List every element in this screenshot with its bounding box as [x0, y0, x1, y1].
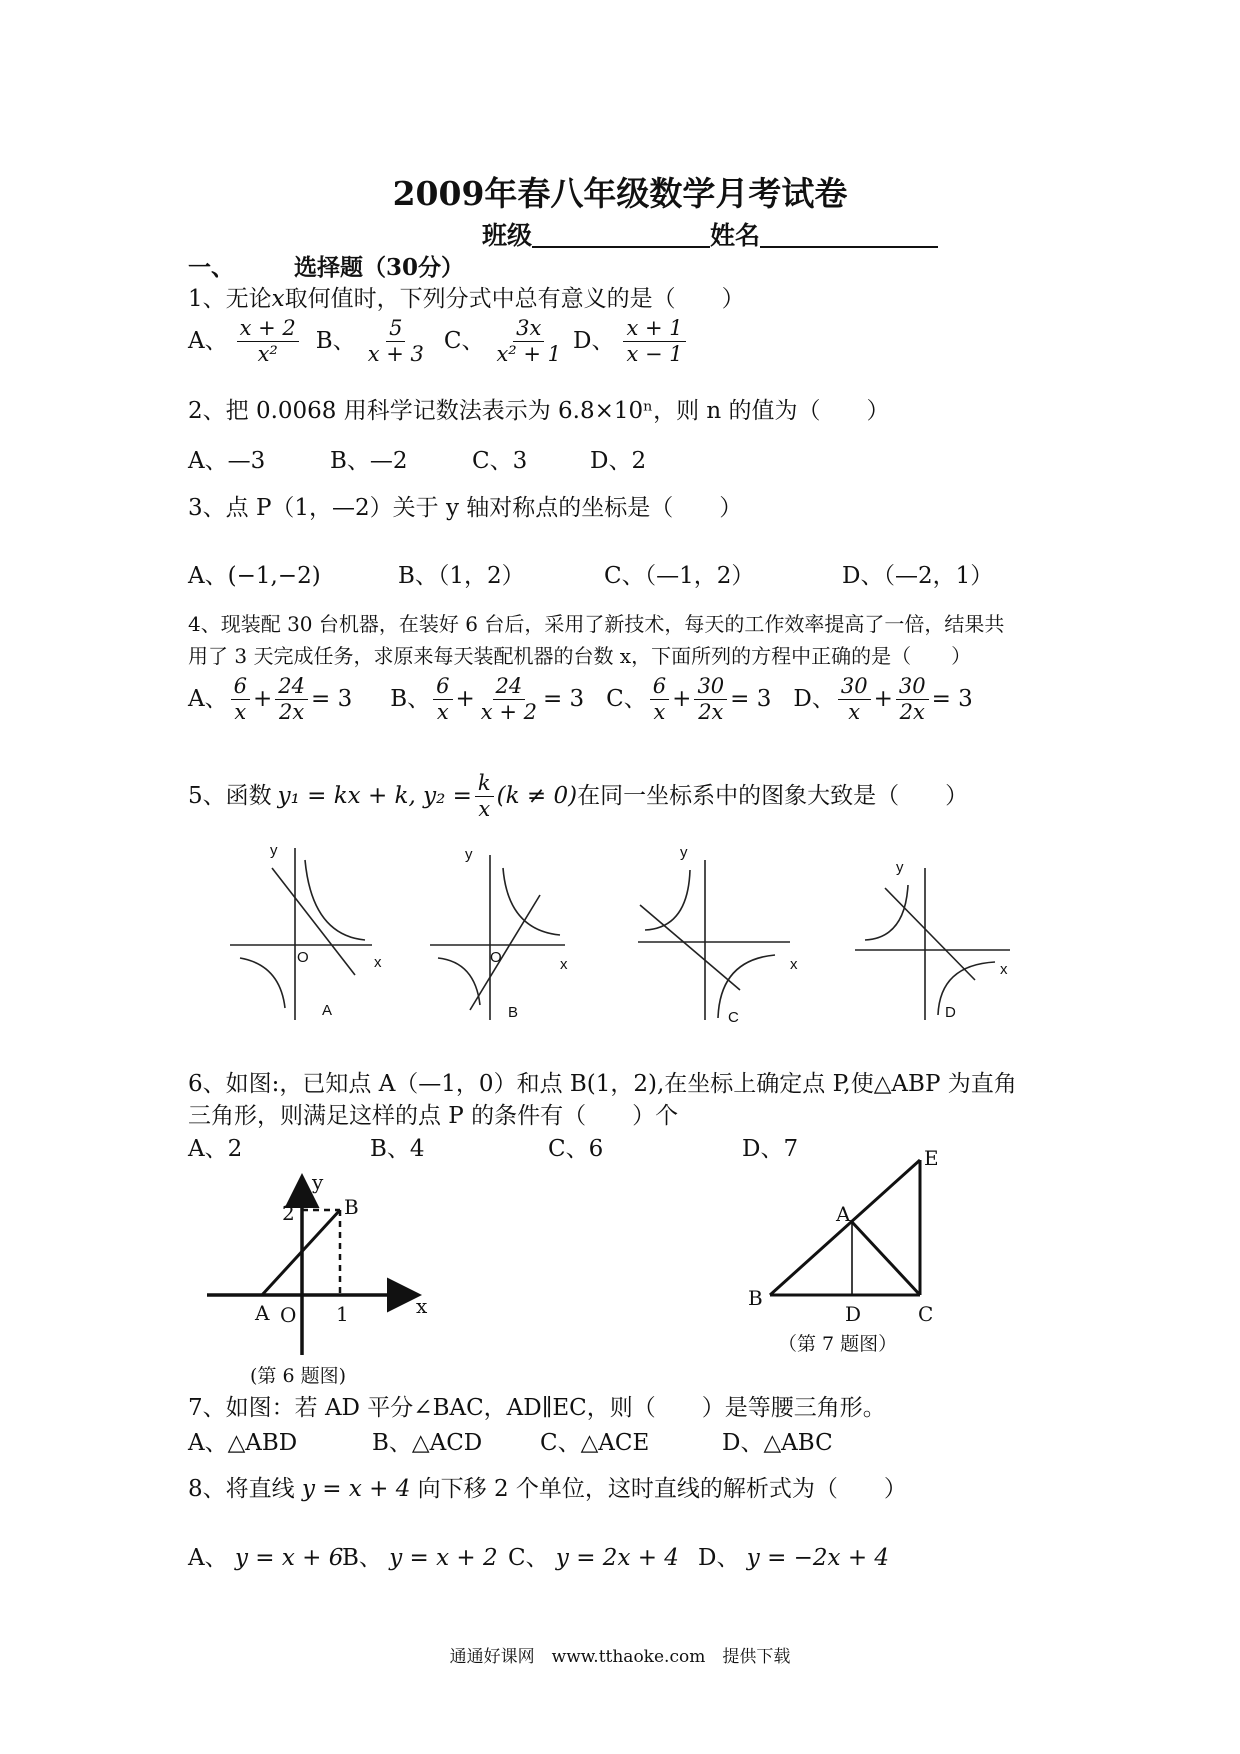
- graph-a-label: A: [322, 1002, 333, 1019]
- fig7-point-d: D: [845, 1302, 862, 1326]
- num: 5: [386, 318, 405, 342]
- q1-opt-d-label: D、: [573, 328, 615, 354]
- graph-b-y-label: y: [465, 846, 473, 863]
- q8-opt-d: [698, 1547, 889, 1570]
- expr: y = −2x + 4: [746, 1545, 890, 1571]
- q4-opt-b-label: B、: [390, 686, 431, 712]
- fig7-point-a: A: [836, 1202, 851, 1226]
- q2-opt-a: A、—3: [188, 448, 266, 474]
- num: k: [475, 773, 494, 797]
- graph-b-x-label: x: [560, 956, 568, 973]
- section-label: 选择题（30分）: [294, 254, 465, 281]
- expr: y = 2x + 4: [555, 1545, 679, 1571]
- fig6-tick-1: 1: [336, 1302, 349, 1326]
- graph-c-x-label: x: [790, 956, 798, 973]
- q1-var: x: [271, 286, 285, 312]
- den: x − 1: [626, 342, 683, 366]
- label: D、: [698, 1545, 740, 1571]
- expr-a: y₁ = kx + k, y₂ =: [277, 783, 472, 809]
- q1-opt-c-label: C、: [443, 328, 485, 354]
- q7-opt-b: B、△ACD: [372, 1430, 483, 1456]
- question-6-line1: 6、如图:，已知点 A（—1，0）和点 B(1，2),在坐标上确定点 P,使△ABP 为直角: [188, 1071, 1017, 1097]
- q2-opt-b: B、—2: [330, 448, 408, 474]
- q6-opt-a: A、2: [188, 1136, 243, 1162]
- graph-a-origin: O: [297, 949, 309, 966]
- den: x: [234, 700, 247, 724]
- den: x² + 1: [496, 342, 562, 366]
- graph-c-label: C: [728, 1009, 739, 1026]
- expr: y = x + 4: [301, 1476, 411, 1502]
- fig7-point-e: E: [924, 1146, 939, 1170]
- segment-ac: [852, 1222, 920, 1295]
- fig6-caption: (第 6 题图): [250, 1365, 346, 1387]
- q6-opt-b: B、4: [370, 1136, 425, 1162]
- question-7-stem: 7、如图：若 AD 平分∠BAC，AD∥EC，则（ ）是等腰三角形。: [188, 1395, 886, 1421]
- graph-b-origin: O: [490, 949, 502, 966]
- den: x + 3: [367, 342, 424, 366]
- q4-opt-d-label: D、: [793, 686, 835, 712]
- num: 6: [650, 676, 669, 700]
- q1-stem-a: 1、无论: [188, 286, 272, 312]
- q1-opt-b-label: B、: [315, 328, 356, 354]
- den: x²: [257, 342, 278, 366]
- q8-opt-b: [342, 1547, 498, 1570]
- fig6-y-label: y: [312, 1170, 324, 1194]
- den: 2x: [279, 700, 305, 724]
- rhs: = 3: [542, 686, 585, 712]
- graph-b-label: B: [508, 1004, 519, 1021]
- question-4-options: A、 $\frac{6}{x}$ + $\frac{24}{2x}$ = 3 B、 $\frac{6}{x}$ + $\frac{24}{x + 2}$ = 3 C、 $\frac{6}{x}$ + $\frac{30}{2x}$ = 3 D、 $\frac{30}{x}$ + $\frac{30}{2x}$ = 3: [188, 674, 973, 724]
- expr: y = x + 2: [389, 1545, 498, 1571]
- graph-c-y-label: y: [680, 844, 688, 861]
- num: 6: [433, 676, 452, 700]
- q3-opt-b: B、（1，2）: [398, 563, 525, 589]
- q8-opt-c: [508, 1547, 679, 1570]
- fig6-point-b: B: [344, 1195, 359, 1219]
- q3-opt-c: C、（—1，2）: [604, 563, 755, 589]
- fig7-point-b: B: [748, 1286, 763, 1310]
- num: 24: [493, 676, 526, 700]
- q6-opt-d: D、7: [742, 1136, 799, 1162]
- q4-opt-c-label: C、: [606, 686, 647, 712]
- expr-b: (k ≠ 0): [496, 783, 578, 809]
- question-4-line1: 4、现装配 30 台机器，在装好 6 台后，采用了新技术，每天的工作效率提高了一倍，结果共: [188, 612, 1005, 636]
- fig7-caption: （第 7 题图）: [778, 1333, 898, 1355]
- q6-opt-c: C、6: [548, 1136, 604, 1162]
- stem-a: 8、将直线: [188, 1476, 295, 1502]
- q3-opt-a: A、(−1,−2): [188, 563, 321, 589]
- num: x + 1: [623, 318, 685, 342]
- question-3-stem: 3、点 P（1，—2）关于 y 轴对称点的坐标是（ ）: [188, 495, 743, 521]
- rhs: = 3: [311, 686, 353, 712]
- question-2-stem: 2、把 0.0068 用科学记数法表示为 6.8×10ⁿ，则 n 的值为（ ）: [188, 398, 890, 424]
- fig6-tick-2: 2: [282, 1201, 295, 1225]
- den: x + 2: [480, 700, 537, 724]
- rhs: = 3: [931, 686, 973, 712]
- num: 3x: [513, 318, 544, 342]
- q8-opt-a: [188, 1547, 343, 1570]
- question-8-stem: [188, 1478, 907, 1501]
- den: x: [653, 700, 666, 724]
- fig6-point-a: A: [255, 1301, 270, 1325]
- q2-opt-c: C、3: [472, 448, 528, 474]
- q2-opt-d: D、2: [590, 448, 647, 474]
- label: B、: [342, 1545, 382, 1571]
- question-6-line2: 三角形，则满足这样的点 P 的条件有（ ）个: [188, 1103, 679, 1129]
- den: x: [848, 700, 861, 724]
- graph-a-y-label: y: [270, 842, 278, 859]
- den: x: [478, 797, 491, 821]
- question-4-line2: 用了 3 天完成任务，求原来每天装配机器的台数 x，下面所列的方程中正确的是（ ）: [188, 644, 972, 668]
- footer: 通通好课网 www.tthaoke.com 提供下载: [449, 1647, 791, 1667]
- page-title: 2009年春八年级数学月考试卷: [392, 174, 848, 213]
- segment-be: [770, 1160, 920, 1295]
- graph-d-y-label: y: [896, 859, 904, 876]
- q1-opt-a-label: A、: [188, 328, 228, 354]
- den: 2x: [698, 700, 724, 724]
- rhs: = 3: [730, 686, 772, 712]
- num: 30: [694, 676, 727, 700]
- section-number: 一、: [188, 254, 234, 281]
- den: x: [436, 700, 449, 724]
- q7-opt-d: D、△ABC: [722, 1430, 833, 1456]
- q3-opt-d: D、（—2，1）: [842, 563, 994, 589]
- name-label: 姓名: [710, 221, 761, 250]
- q7-opt-a: A、△ABD: [188, 1430, 298, 1456]
- num: x + 2: [237, 318, 299, 342]
- q4-opt-a-label: A、: [188, 686, 228, 712]
- fig6-origin: O: [280, 1303, 297, 1327]
- graph-d-x-label: x: [1000, 961, 1008, 978]
- label: C、: [508, 1545, 549, 1571]
- graph-a-x-label: x: [374, 954, 382, 971]
- label: A、: [188, 1545, 228, 1571]
- expr: y = x + 6: [234, 1545, 344, 1571]
- num: 30: [838, 676, 871, 700]
- num: 30: [896, 676, 929, 700]
- stem-b: 在同一坐标系中的图象大致是（ ）: [577, 783, 969, 809]
- fig7-point-c: C: [918, 1302, 934, 1326]
- num: 24: [275, 676, 308, 700]
- q1-stem-b: 取何值时，下列分式中总有意义的是（ ）: [284, 286, 745, 312]
- num: 6: [231, 676, 250, 700]
- stem-a: 5、函数: [188, 783, 272, 809]
- stem-b: 向下移 2 个单位，这时直线的解析式为（ ）: [417, 1476, 907, 1502]
- class-label: 班级: [482, 221, 533, 250]
- fig6-x-label: x: [416, 1294, 428, 1318]
- q7-opt-c: C、△ACE: [540, 1430, 650, 1456]
- graph-d-label: D: [945, 1004, 956, 1021]
- den: 2x: [899, 700, 925, 724]
